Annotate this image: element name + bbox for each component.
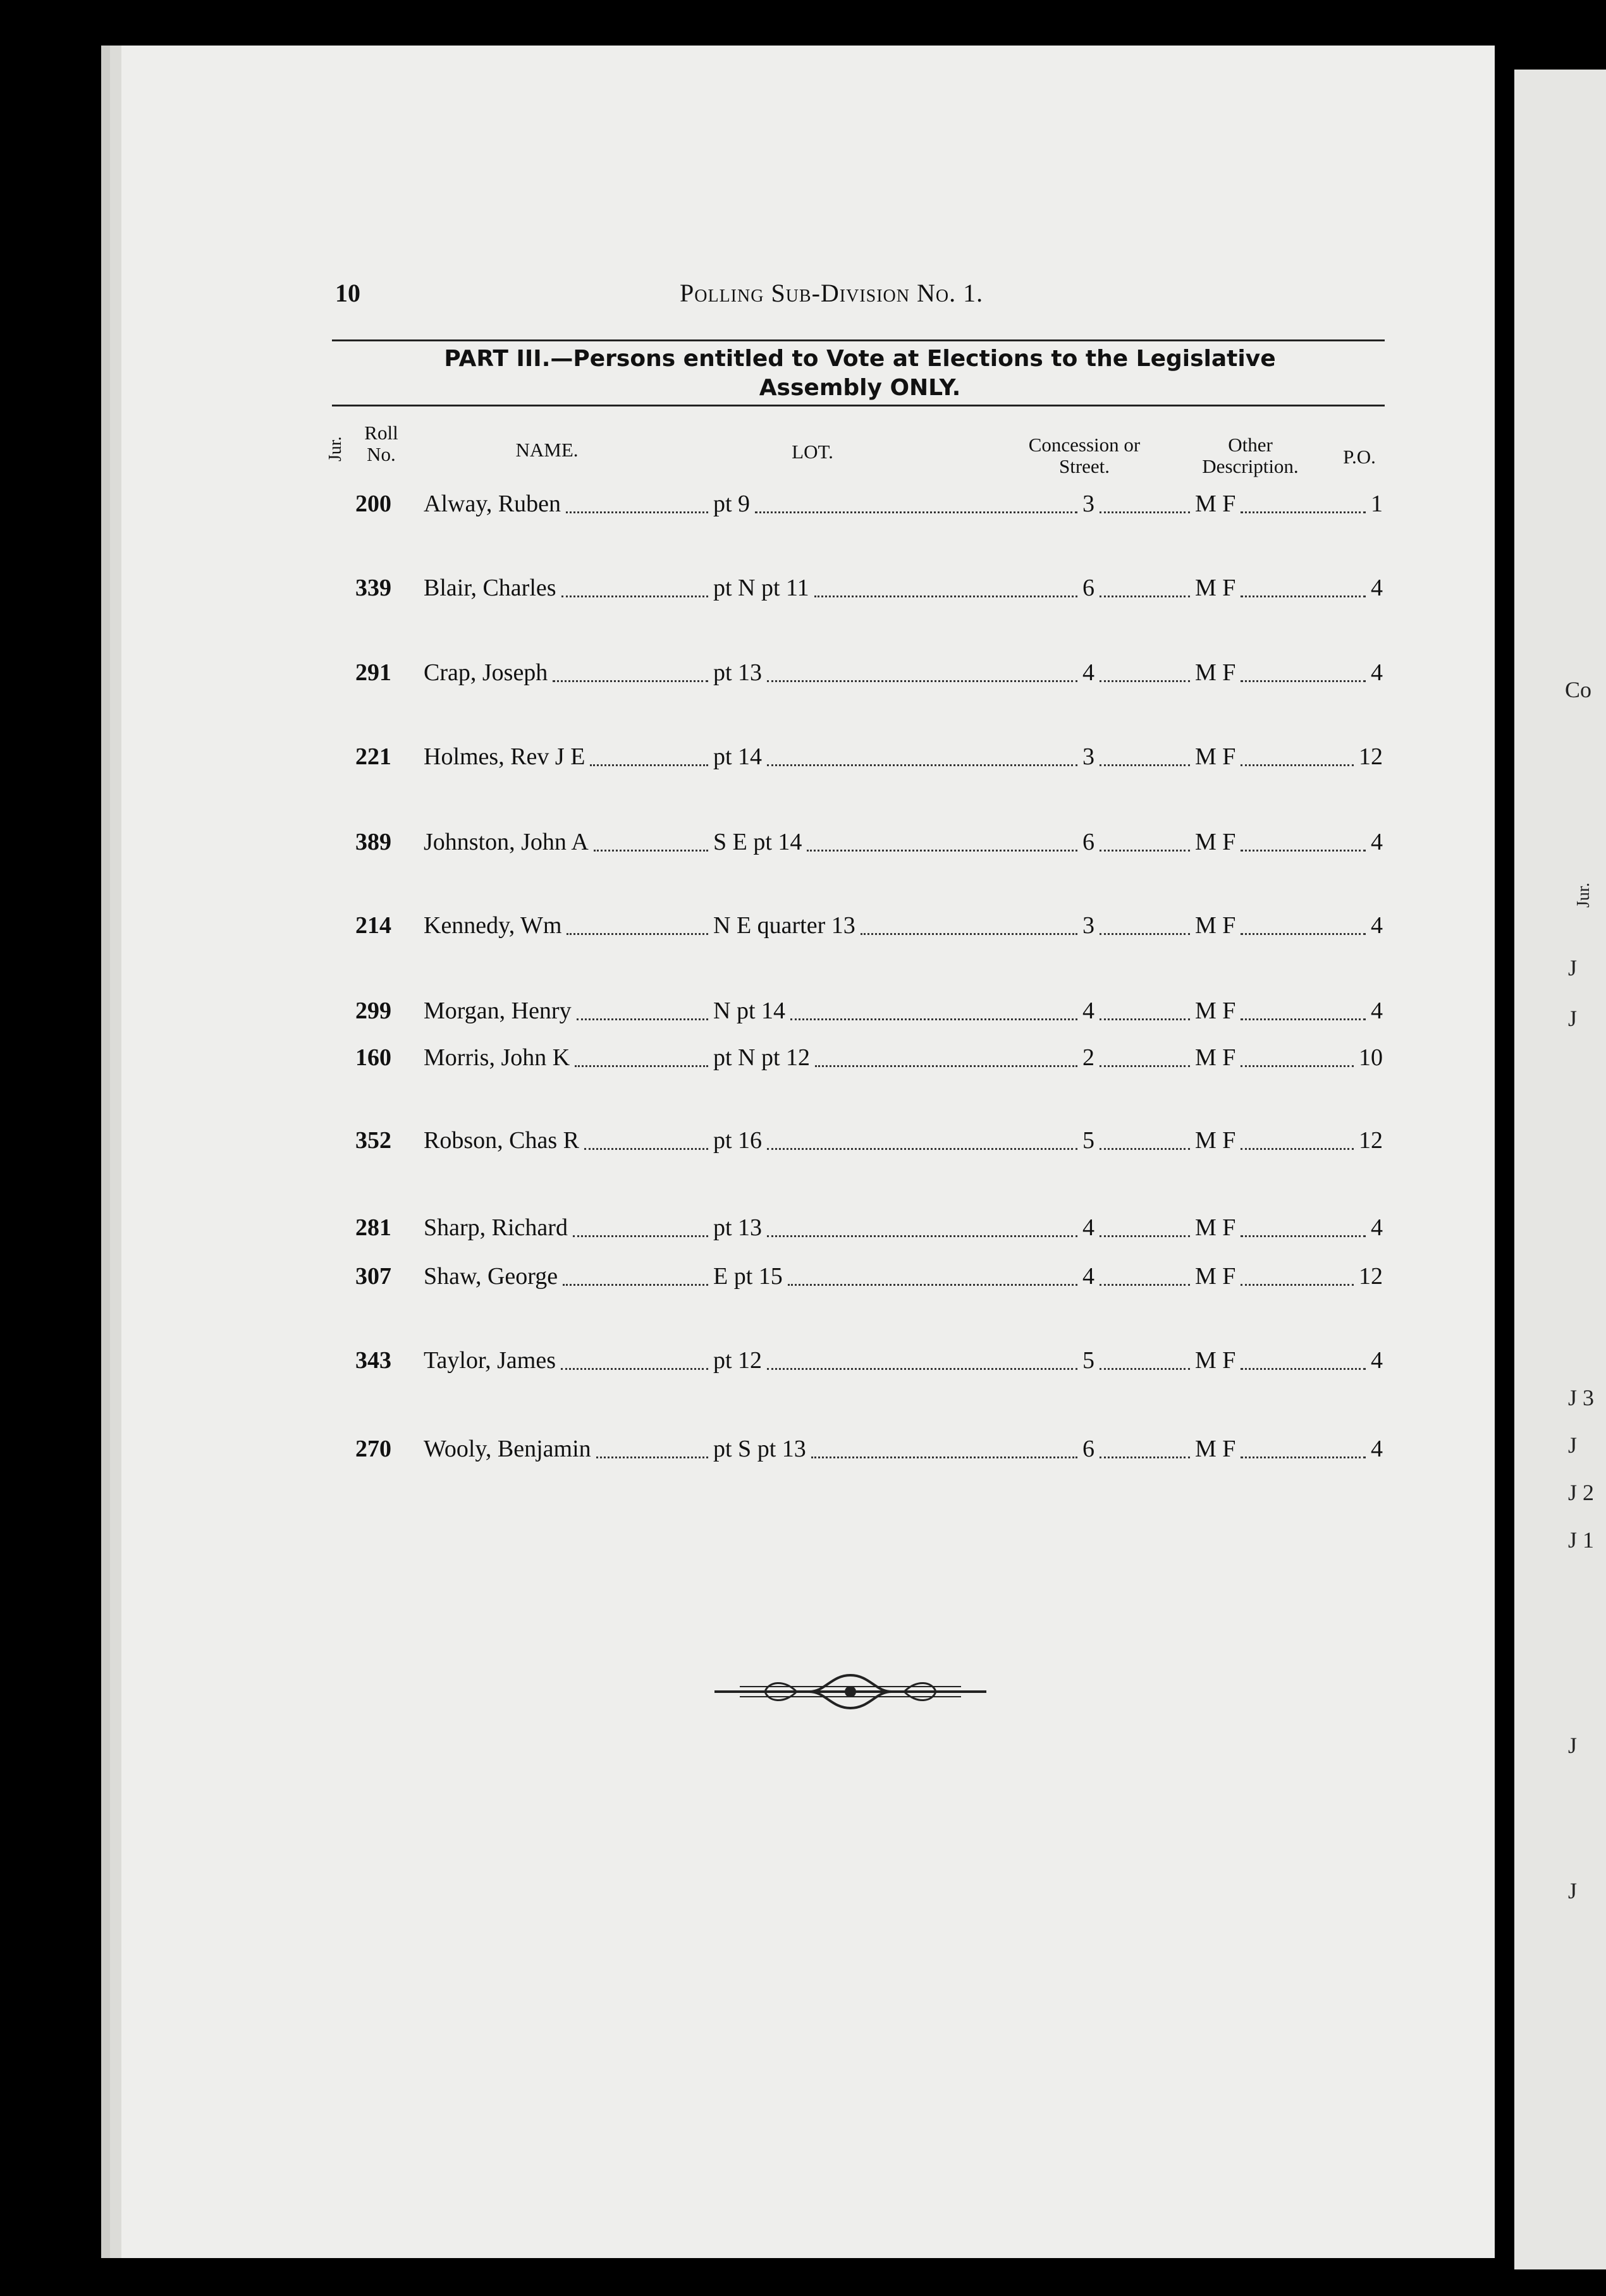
dot-leader [815,1065,1077,1067]
post-office-number: 4 [1371,659,1383,686]
roll-number: 160 [355,1044,391,1071]
lot-description: N E quarter 13 [713,912,855,939]
dot-leader [1100,933,1190,935]
dot-leader [1241,1235,1366,1237]
dot-leader [566,511,708,513]
concession-value: 4 [1082,1263,1094,1290]
lot-description: pt N pt 12 [713,1044,811,1071]
dot-leader [1100,764,1190,766]
table-row [0,912,1606,950]
concession-value: 5 [1082,1347,1094,1374]
table-row [0,574,1606,612]
voter-name: Johnston, John A [424,829,589,855]
table-row [0,1262,1606,1300]
dot-leader [788,1284,1077,1286]
adjacent-page-fragment: J 1 [1568,1527,1595,1553]
lot-description: E pt 15 [713,1263,783,1290]
lot-description: pt 9 [713,491,751,517]
dot-leader [767,1148,1077,1150]
post-office-number: 12 [1359,1127,1383,1154]
post-office-number: 1 [1371,491,1383,517]
column-header-po: P.O. [1343,446,1376,468]
dot-leader [1100,1148,1190,1150]
voter-name: Robson, Chas R [424,1127,579,1154]
roll-number: 281 [355,1214,391,1241]
table-row [0,1346,1606,1384]
dot-leader [767,1368,1077,1370]
dot-leader [1100,511,1190,513]
roll-number: 291 [355,659,391,686]
post-office-number: 4 [1371,1436,1383,1462]
other-description: M F [1195,491,1236,517]
other-description: M F [1195,575,1236,601]
other-description: M F [1195,1436,1236,1462]
dot-leader [1241,933,1366,935]
dot-leader [1100,1456,1190,1458]
dot-leader [767,764,1077,766]
voter-name: Taylor, James [424,1347,556,1374]
roll-number: 200 [355,491,391,517]
part-title-line-2: Assembly ONLY. [759,375,961,401]
dot-leader [567,933,708,935]
table-row [0,1435,1606,1473]
adjacent-page-fragment: J [1568,955,1578,980]
concession-value: 4 [1082,1214,1094,1241]
concession-value: 6 [1082,575,1094,601]
other-description: M F [1195,1263,1236,1290]
voter-name: Kennedy, Wm [424,912,562,939]
dot-leader [814,595,1077,597]
header-rule [332,339,1385,341]
concession-value: 3 [1082,912,1094,939]
dot-leader [861,933,1077,935]
lot-description: pt 13 [713,1214,763,1241]
adjacent-page-fragment: J 2 [1568,1480,1595,1505]
dot-leader [1241,1368,1366,1370]
column-header-lot: LOT. [792,441,833,463]
other-description: M F [1195,659,1236,686]
dot-leader [807,850,1077,852]
roll-number: 221 [355,743,391,770]
ornament-icon [714,1669,986,1714]
adjacent-page-fragment: J [1568,1432,1578,1458]
dot-leader [790,1018,1077,1020]
table-row [0,490,1606,528]
dot-leader [767,1235,1077,1237]
dot-leader [577,1018,708,1020]
dot-leader [755,511,1077,513]
dot-leader [553,680,708,682]
other-description: M F [1195,829,1236,855]
lot-description: pt N pt 11 [713,575,809,601]
voter-name: Shaw, George [424,1263,558,1290]
dot-leader [1241,680,1366,682]
roll-number: 307 [355,1263,391,1290]
lot-description: pt 13 [713,659,763,686]
lot-description: pt 14 [713,743,763,770]
part-title-line-1: PART III.—Persons entitled to Vote at Elections to the Legislative [444,346,1276,372]
dot-leader [1241,1284,1354,1286]
dot-leader [563,1284,708,1286]
adjacent-page-fragment: Co [1565,677,1592,702]
dot-leader [596,1456,708,1458]
table-row [0,1127,1606,1164]
adjacent-page-fragment: J [1568,1878,1578,1903]
roll-number: 339 [355,575,391,601]
dot-leader [1241,1456,1366,1458]
adjacent-page-fragment: J [1568,1733,1578,1758]
lot-description: N pt 14 [713,998,785,1024]
voter-name: Holmes, Rev J E [424,743,585,770]
concession-value: 2 [1082,1044,1094,1071]
voter-name: Blair, Charles [424,575,556,601]
post-office-number: 4 [1371,998,1383,1024]
post-office-number: 10 [1359,1044,1383,1071]
post-office-number: 4 [1371,1214,1383,1241]
voter-name: Sharp, Richard [424,1214,568,1241]
dot-leader [1241,1148,1354,1150]
roll-number: 214 [355,912,391,939]
post-office-number: 4 [1371,1347,1383,1374]
roll-number: 299 [355,998,391,1024]
post-office-number: 4 [1371,829,1383,855]
dot-leader [811,1456,1077,1458]
concession-value: 4 [1082,659,1094,686]
adjacent-page-fragment: Jur. [1573,882,1593,908]
dot-leader [1241,1065,1354,1067]
column-header-roll: Roll No. [364,422,398,465]
dot-leader [1241,511,1366,513]
concession-value: 4 [1082,998,1094,1024]
concession-value: 3 [1082,743,1094,770]
column-header-other: Other Description. [1202,434,1299,477]
concession-value: 3 [1082,491,1094,517]
column-header-jur: Jur. [326,436,345,461]
table-row [0,997,1606,1035]
post-office-number: 4 [1371,912,1383,939]
page-number: 10 [335,279,360,307]
dot-leader [561,595,708,597]
roll-number: 352 [355,1127,391,1154]
other-description: M F [1195,1347,1236,1374]
running-title: Polling Sub-Division No. 1. [680,279,984,307]
table-row [0,743,1606,781]
other-description: M F [1195,743,1236,770]
other-description: M F [1195,998,1236,1024]
table-row [0,659,1606,697]
roll-number: 343 [355,1347,391,1374]
lot-description: S E pt 14 [713,829,802,855]
dot-leader [1100,680,1190,682]
other-description: M F [1195,1127,1236,1154]
dot-leader [561,1368,708,1370]
dot-leader [1241,764,1354,766]
voter-name: Wooly, Benjamin [424,1436,591,1462]
dot-leader [1241,1018,1366,1020]
dot-leader [1100,1018,1190,1020]
table-row [0,1214,1606,1252]
dot-leader [1241,595,1366,597]
lot-description: pt 12 [713,1347,763,1374]
dot-leader [1100,1065,1190,1067]
dot-leader [1100,850,1190,852]
dot-leader [1100,595,1190,597]
dot-leader [573,1235,708,1237]
column-header-concession: Concession or Street. [1028,434,1141,477]
post-office-number: 12 [1359,743,1383,770]
dot-leader [594,850,708,852]
concession-value: 6 [1082,1436,1094,1462]
dot-leader [590,764,708,766]
voter-name: Morris, John K [424,1044,570,1071]
other-description: M F [1195,1044,1236,1071]
dot-leader [1100,1368,1190,1370]
post-office-number: 4 [1371,575,1383,601]
dot-leader [1241,850,1366,852]
roll-number: 270 [355,1436,391,1462]
other-description: M F [1195,912,1236,939]
other-description: M F [1195,1214,1236,1241]
roll-number: 389 [355,829,391,855]
adjacent-page-fragment: J [1568,1006,1578,1031]
dot-leader [767,680,1077,682]
voter-name: Morgan, Henry [424,998,572,1024]
adjacent-page-fragment: J 3 [1568,1385,1595,1410]
dot-leader [1100,1284,1190,1286]
table-row [0,1044,1606,1082]
concession-value: 5 [1082,1127,1094,1154]
dot-leader [1100,1235,1190,1237]
table-row [0,828,1606,866]
dot-leader [575,1065,708,1067]
concession-value: 6 [1082,829,1094,855]
title-rule [332,405,1385,406]
voter-name: Alway, Ruben [424,491,561,517]
lot-description: pt 16 [713,1127,763,1154]
post-office-number: 12 [1359,1263,1383,1290]
adjacent-page-edge [1514,70,1606,2269]
part-title [341,345,1378,403]
dot-leader [584,1148,708,1150]
column-header-name: NAME. [515,439,579,461]
voter-name: Crap, Joseph [424,659,548,686]
lot-description: pt S pt 13 [713,1436,806,1462]
